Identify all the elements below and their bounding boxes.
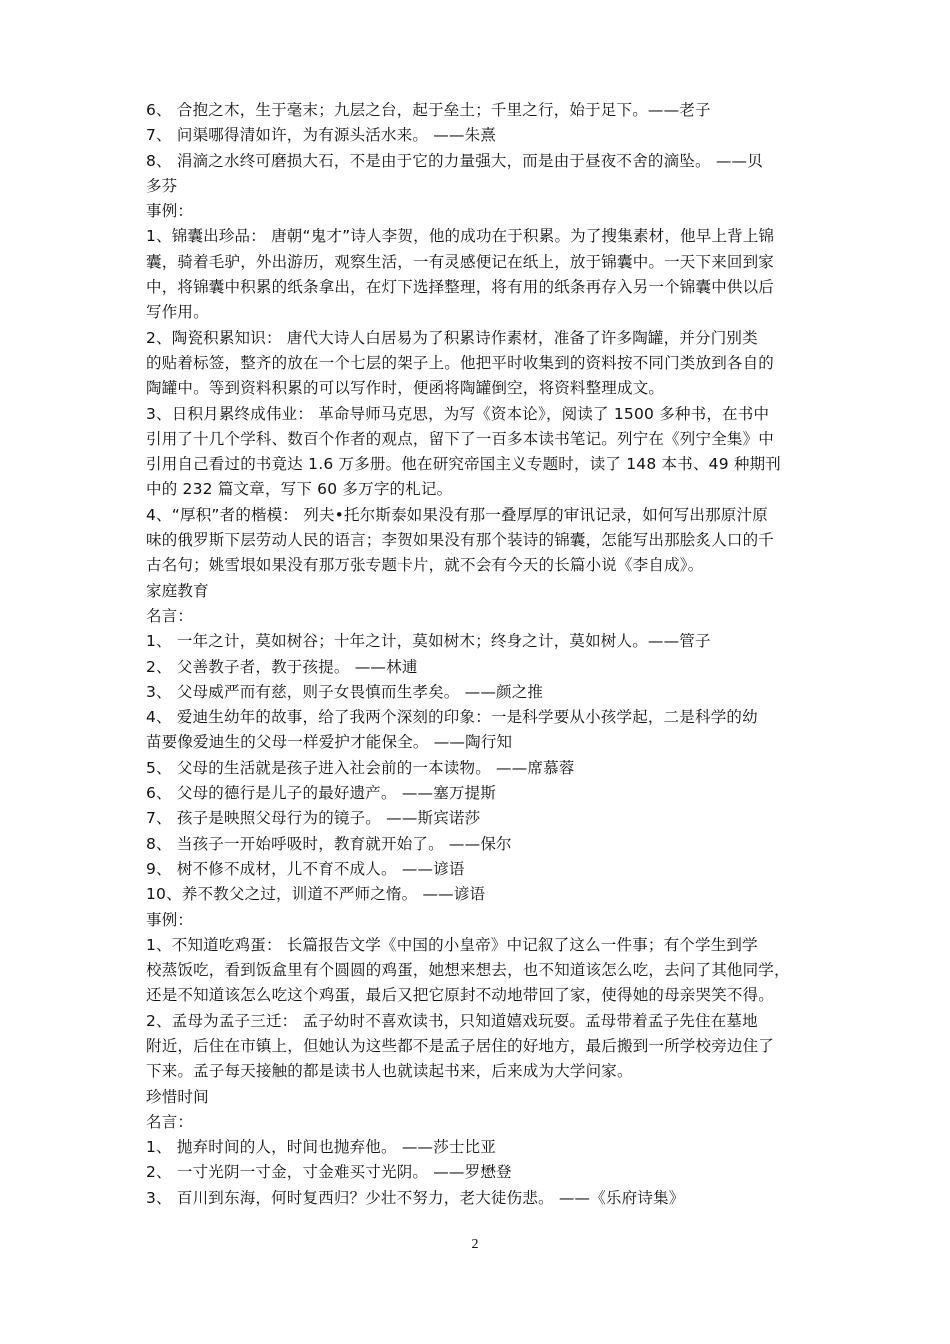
text-line: 陶罐中。等到资料积累的可以写作时，便函将陶罐倒空，将资料整理成文。 xyxy=(146,379,665,398)
text-line: 7、 孩子是映照父母行为的镜子。 ——斯宾诺莎 xyxy=(146,809,481,828)
text-line: 写作用。 xyxy=(146,303,209,322)
text-line: 3、 百川到东海，何时复西归？少壮不努力，老大徒伤悲。 ——《乐府诗集》 xyxy=(146,1188,685,1207)
text-line: 4、“厚积”者的楷模： 列夫•托尔斯泰如果没有那一叠厚厚的审讯记录，如何写出那原汁原 xyxy=(146,505,768,524)
text-line: 6、 合抱之木，生于毫末；九层之台，起于垒土；千里之行，始于足下。——老子 xyxy=(146,101,711,119)
text-line: 还是不知道该怎么吃这个鸡蛋，最后又把它原封不动地带回了家，使得她的母亲哭笑不得。 xyxy=(146,986,775,1005)
text-line: 7、 问渠哪得清如许，为有源头活水来。 ——朱熹 xyxy=(146,126,497,145)
text-line: 事例： xyxy=(146,910,194,929)
text-line: 2、孟母为孟子三迁： 孟子幼时不喜欢读书，只知道嬉戏玩耍。孟母带着孟子先住在墓地 xyxy=(146,1011,758,1030)
text-line: 引用了十几个学科、数百个作者的观点，留下了一百多本读书笔记。列宁在《列宁全集》中 xyxy=(146,429,775,448)
text-line: 附近，后住在市镇上，但她认为这些都不是孟子居住的好地方，最后搬到一所学校旁边住了 xyxy=(146,1036,775,1055)
text-line: 3、日积月累终成伟业： 革命导师马克思，为写《资本论》，阅读了 1500 多种书，在书中 xyxy=(146,404,770,423)
text-line: 3、 父母威严而有慈，则子女畏慎而生孝矣。 ——颜之推 xyxy=(146,682,544,701)
text-line: 6、 父母的德行是儿子的最好遗产。 ——塞万提斯 xyxy=(146,784,497,803)
text-line: 8、 当孩子一开始呼吸时，教育就开始了。 ——保尔 xyxy=(146,834,512,853)
text-line: 引用自己看过的书竟达 1.6 万多册。他在研究帝国主义专题时，读了 148 本书、49 种期刊 xyxy=(146,455,781,474)
text-line: 8、 涓滴之水终可磨损大石，不是由于它的力量强大，而是由于昼夜不舍的滴坠。 ——贝 xyxy=(146,151,763,170)
text-line: 中，将锦囊中积累的纸条拿出，在灯下选择整理，将有用的纸条再存入另一个锦囊中供以后 xyxy=(146,278,775,297)
page-content xyxy=(146,98,826,1211)
text-line: 的贴着标签，整齐的放在一个七层的架子上。他把平时收集到的资料按不同门类放到各自的 xyxy=(146,353,775,372)
text-line: 2、 父善教子者，教于孩提。 ——林逋 xyxy=(146,657,418,676)
text-line: 古名句；姚雪垠如果没有那万张专题卡片，就不会有今天的长篇小说《李自成》。 xyxy=(146,556,704,575)
text-line: 1、 一年之计，莫如树谷；十年之计，莫如树木；终身之计，莫如树人。——管子 xyxy=(146,632,711,651)
text-line: 2、 一寸光阴一寸金，寸金难买寸光阴。 ——罗懋登 xyxy=(146,1163,512,1182)
text-line: 1、 抛弃时间的人，时间也抛弃他。 ——莎士比亚 xyxy=(146,1138,497,1157)
text-line: 珍惜时间 xyxy=(146,1087,209,1106)
text-line: 下来。孟子每天接触的都是读书人也就读起书来，后来成为大学问家。 xyxy=(146,1062,633,1081)
page-number: 2 xyxy=(471,1237,479,1252)
text-line: 苗要像爱迪生的父母一样爱护才能保全。 ——陶行知 xyxy=(146,733,513,752)
text-line: 多芬 xyxy=(146,176,178,195)
text-line: 中的 232 篇文章，写下 60 多万字的札记。 xyxy=(146,480,453,499)
text-line: 校蒸饭吃，看到饭盒里有个圆圆的鸡蛋，她想来想去，也不知道该怎么吃，去问了其他同学， xyxy=(146,961,790,980)
text-line: 1、锦囊出珍品： 唐朝“鬼才”诗人李贺，他的成功在于积累。为了搜集素材，他早上背上锦 xyxy=(146,227,775,246)
text-line: 5、 父母的生活就是孩子进入社会前的一本读物。 ——席慕蓉 xyxy=(146,758,575,777)
text-line: 事例： xyxy=(146,202,194,221)
text-line: 4、 爱迪生幼年的故事，给了我两个深刻的印象：一是科学要从小孩学起，二是科学的幼 xyxy=(146,708,758,727)
text-line: 9、 树不修不成材，儿不育不成人。 ——谚语 xyxy=(146,859,465,878)
text-line: 10、养不教父之过，训道不严师之惰。 ——谚语 xyxy=(146,885,486,904)
text-line: 1、不知道吃鸡蛋： 长篇报告文学《中国的小皇帝》中记叙了这么一件事；有个学生到学 xyxy=(146,935,758,954)
text-line: 囊，骑着毛驴，外出游历，观察生活，一有灵感便记在纸上，放于锦囊中。一天下来回到家 xyxy=(146,252,775,271)
text-line: 名言： xyxy=(146,606,194,625)
text-line: 味的俄罗斯下层劳动人民的语言；李贺如果没有那个装诗的锦囊，怎能写出那脍炙人口的千 xyxy=(146,531,775,550)
text-line: 家庭教育 xyxy=(146,581,209,600)
text-line: 名言： xyxy=(146,1112,194,1131)
text-line: 2、陶瓷积累知识： 唐代大诗人白居易为了积累诗作素材，准备了许多陶罐，并分门别类 xyxy=(146,328,758,347)
